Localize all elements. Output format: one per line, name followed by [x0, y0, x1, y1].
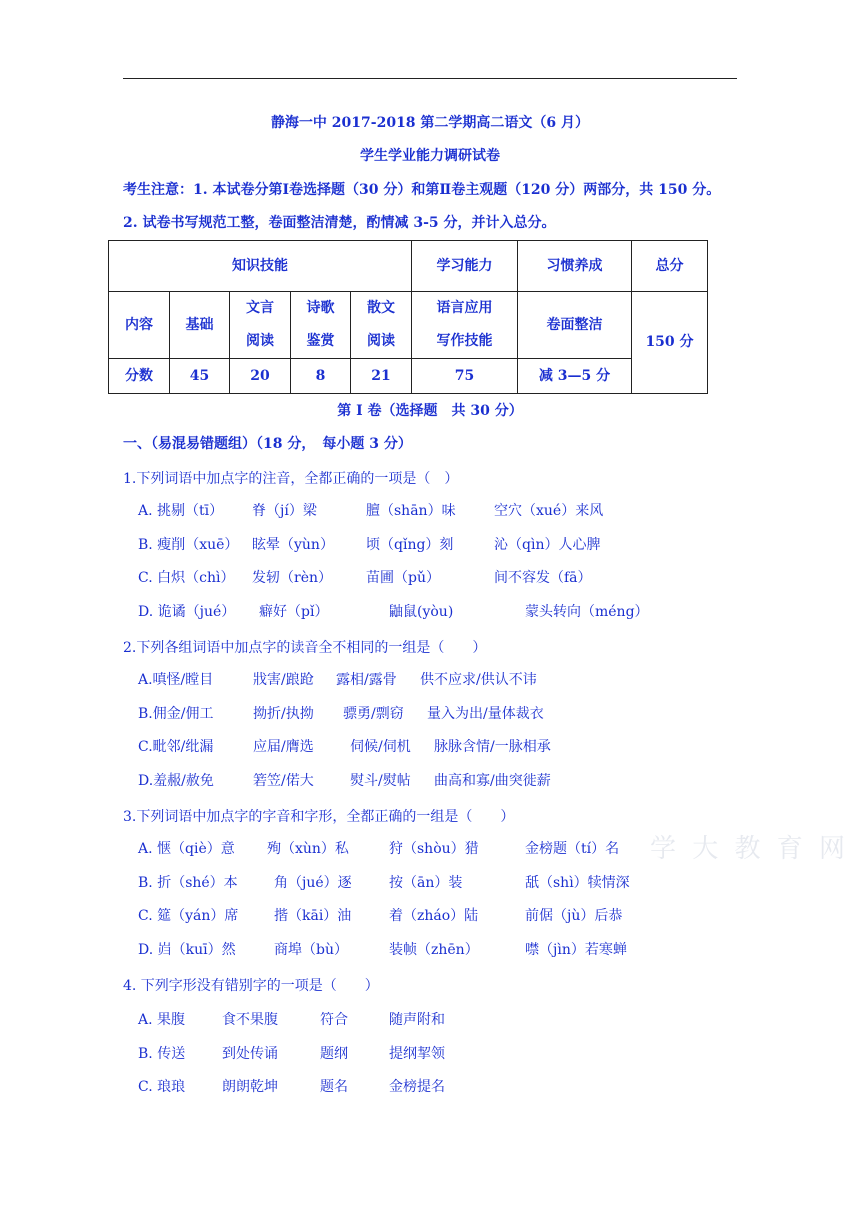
option-item: B. 瘦削（xuē） — [138, 537, 239, 553]
cell-line: 阅读 — [246, 333, 274, 349]
score-classical: 20 — [230, 359, 291, 394]
question-2-stem: 2.下列各组词语中加点字的读音全不相同的一组是（ ） — [123, 640, 487, 656]
header-total: 总分 — [632, 241, 708, 292]
option-item: 露相/露骨 — [336, 672, 397, 688]
option-item: 伺候/伺机 — [350, 739, 411, 755]
cell-line: 散文 — [367, 300, 395, 316]
option-item: 眩晕（yùn） — [252, 537, 334, 553]
table-header-row — [109, 241, 708, 292]
option-item: 食不果腹 — [222, 1012, 278, 1028]
option-item: 蒙头转向（méng） — [525, 604, 649, 620]
header-knowledge: 知识技能 — [109, 241, 412, 292]
option-item: 脊（jí）梁 — [252, 503, 317, 519]
option-item: 鼬鼠(yòu) — [389, 604, 454, 620]
option-item: 骠勇/剽窃 — [343, 706, 404, 722]
header-habit: 习惯养成 — [518, 241, 632, 292]
option-item: B. 传送 — [138, 1046, 186, 1062]
option-item: 到处传诵 — [222, 1046, 278, 1062]
option-item: 顷（qǐng）刻 — [366, 537, 454, 553]
option-item: C. 白炽（chì） — [138, 570, 235, 586]
option-item: C. 筵（yán）席 — [138, 908, 239, 924]
score-poetry: 8 — [291, 359, 351, 394]
option-item: 角（jué）逐 — [274, 875, 352, 891]
option-item: 应届/膺选 — [253, 739, 314, 755]
notice-line-1: 考生注意：1. 本试卷分第Ⅰ卷选择题（30 分）和第Ⅱ卷主观题（120 分）两部分，共 150 分。 — [123, 182, 721, 198]
option-item: B. 折（shé）本 — [138, 875, 238, 891]
option-item: 曲高和寡/曲突徙薪 — [434, 773, 551, 789]
cell-basic: 基础 — [170, 292, 230, 359]
option-item: 狩（shòu）猎 — [389, 841, 479, 857]
option-item: 装帧（zhēn） — [389, 942, 479, 958]
option-item: 拗折/执拗 — [253, 706, 314, 722]
option-item: D. 诡谲（jué） — [138, 604, 236, 620]
header-ability: 学习能力 — [412, 241, 518, 292]
option-item: 金榜提名 — [389, 1079, 445, 1095]
option-item: 符合 — [320, 1012, 348, 1028]
score-prose: 21 — [351, 359, 412, 394]
cell-language-writing — [412, 292, 518, 359]
option-item: C. 琅琅 — [138, 1079, 186, 1095]
cell-line: 鉴赏 — [306, 333, 335, 349]
option-item: 熨斗/熨帖 — [350, 773, 411, 789]
option-item: 量入为出/量体裁衣 — [427, 706, 544, 722]
option-item: 苗圃（pǔ） — [366, 570, 440, 586]
option-item: 间不容发（fā） — [494, 570, 592, 586]
option-item: 沁（qìn）人心脾 — [494, 537, 601, 553]
option-item: 着（zháo）陆 — [389, 908, 479, 924]
option-item: 揩（kāi）油 — [274, 908, 352, 924]
option-item: 题名 — [320, 1079, 348, 1095]
row-label-score: 分数 — [109, 359, 170, 394]
header-rule — [123, 78, 737, 79]
score-language: 75 — [412, 359, 518, 394]
option-item: 前倨（jù）后恭 — [525, 908, 623, 924]
option-item: A. 果腹 — [138, 1012, 186, 1028]
option-item: D. 岿（kuī）然 — [138, 942, 236, 958]
option-item: 殉（xùn）私 — [267, 841, 349, 857]
option-item: 膻（shān）味 — [366, 503, 456, 519]
row-label-content: 内容 — [109, 292, 170, 359]
option-item: B.佣金/佣工 — [138, 706, 214, 722]
cell-total-value: 150 分 — [632, 292, 708, 394]
watermark: 学 大 教 育 网 — [650, 834, 850, 864]
table-content-row — [109, 292, 708, 359]
table-score-row — [109, 359, 708, 394]
option-item: 噤（jìn）若寒蝉 — [525, 942, 627, 958]
option-item: 金榜题（tí）名 — [525, 841, 620, 857]
score-neatness: 减 3—5 分 — [518, 359, 632, 394]
option-item: 空穴（xué）来风 — [494, 503, 604, 519]
option-item: 箬笠/偌大 — [253, 773, 314, 789]
cell-line: 诗歌 — [306, 300, 335, 316]
exam-subtitle: 学生学业能力调研试卷 — [360, 148, 500, 164]
score-basic: 45 — [170, 359, 230, 394]
option-item: A. 挑剔（tī） — [138, 503, 224, 519]
part-1-title: 一、（易混易错题组）（18 分， 每小题 3 分） — [123, 436, 412, 452]
question-4-stem: 4. 下列字形没有错别字的一项是（ ） — [123, 978, 379, 994]
score-table — [108, 240, 708, 394]
notice-line-2: 2. 试卷书写规范工整，卷面整洁清楚，酌情减 3-5 分，并计入总分。 — [123, 215, 556, 231]
option-item: 戕害/踉跄 — [253, 672, 314, 688]
option-item: 供不应求/供认不讳 — [420, 672, 537, 688]
option-item: 提纲挈领 — [389, 1046, 445, 1062]
option-item: C.毗邻/纰漏 — [138, 739, 214, 755]
option-item: 按（ān）装 — [389, 875, 463, 891]
cell-line: 文言 — [246, 300, 274, 316]
option-item: 商埠（bù） — [274, 942, 348, 958]
cell-prose-reading — [351, 292, 412, 359]
option-item: 朗朗乾坤 — [222, 1079, 278, 1095]
cell-line: 阅读 — [367, 333, 395, 349]
option-item: 题纲 — [320, 1046, 348, 1062]
cell-line: 写作技能 — [436, 333, 493, 349]
option-item: D.羞赧/赦免 — [138, 773, 214, 789]
cell-poetry — [291, 292, 351, 359]
option-item: 癖好（pǐ） — [259, 604, 329, 620]
section-1-title: 第 Ⅰ 卷（选择题 共 30 分） — [337, 403, 523, 419]
option-item: 随声附和 — [389, 1012, 445, 1028]
option-item: A. 惬（qiè）意 — [138, 841, 235, 857]
cell-line: 语言应用 — [436, 300, 493, 316]
question-1-stem: 1.下列词语中加点字的注音，全都正确的一项是（ ） — [123, 471, 459, 487]
option-item: 发轫（rèn） — [252, 570, 332, 586]
option-item: 脉脉含情/一脉相承 — [434, 739, 551, 755]
cell-neatness: 卷面整洁 — [518, 292, 632, 359]
exam-title: 静海一中 2017-2018 第二学期高二语文（6 月） — [270, 115, 590, 131]
option-item: A.嗔怪/瞠目 — [138, 672, 214, 688]
option-item: 舐（shì）犊情深 — [525, 875, 630, 891]
cell-classical-reading — [230, 292, 291, 359]
question-3-stem: 3.下列词语中加点字的字音和字形，全都正确的一组是（ ） — [123, 809, 515, 825]
